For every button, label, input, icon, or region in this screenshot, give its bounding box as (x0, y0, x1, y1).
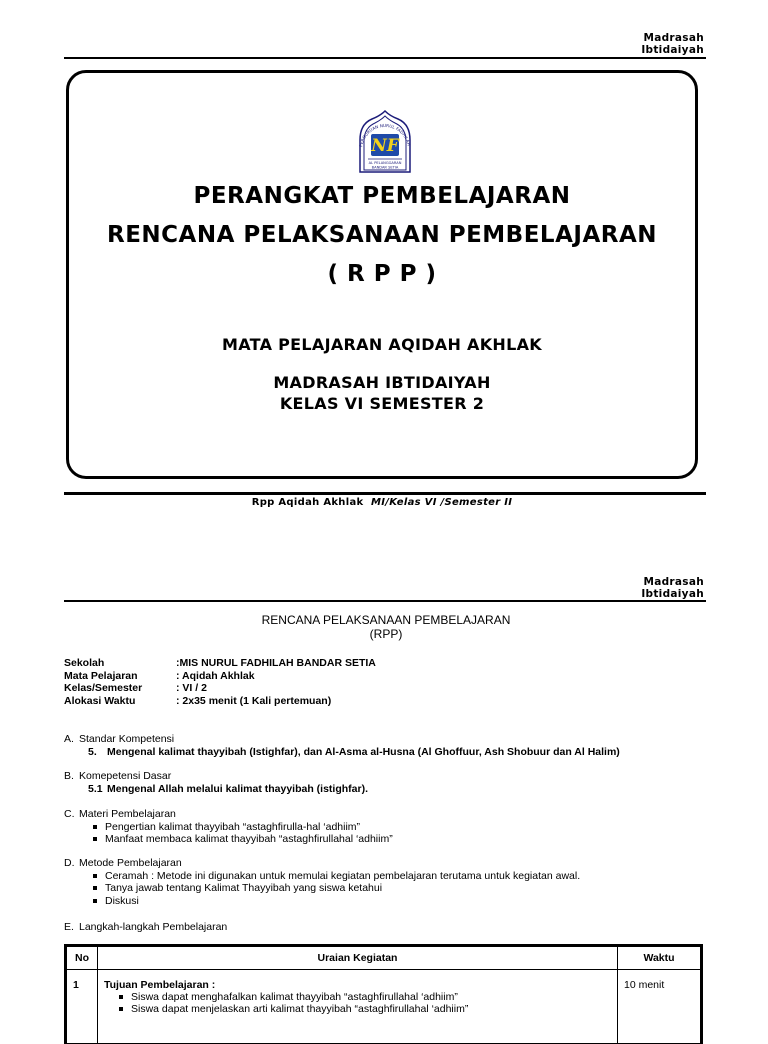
row-uraian (98, 970, 618, 1044)
section-letter: A. (64, 733, 74, 745)
header-rule (64, 57, 706, 59)
list-item: Ceramah : Metode ini digunakan untuk memulai kegiatan pembelajaran terutama untuk kegiatan awal. (64, 870, 580, 883)
rpp-title-abbr: (RPP) (369, 627, 403, 641)
page2-header-line-1: Madrasah (643, 576, 704, 588)
section-letter: C. (64, 808, 75, 820)
identity-block (64, 657, 376, 707)
info-value: : Aqidah Akhlak (176, 669, 255, 682)
page2-header-rule (64, 600, 706, 602)
info-value: :MIS NURUL FADHILAH BANDAR SETIA (176, 657, 376, 669)
row-time: 10 menit (618, 970, 701, 1044)
section-a (64, 733, 620, 758)
section-title: Materi Pembelajaran (79, 808, 176, 820)
list-item: Diskusi (64, 895, 580, 908)
list-item: Manfaat membaca kalimat thayyibah “astaghfirullahal ‘adhiim” (64, 833, 393, 846)
info-label: Sekolah (64, 657, 105, 669)
kompetensi-number: 5. (88, 745, 97, 758)
logo-arc-text: PERGURUAN NURUL FADHILAH (358, 122, 412, 148)
info-value: : VI / 2 (176, 682, 207, 694)
row-number: 1 (67, 970, 98, 1044)
col-header-waktu: Waktu (618, 947, 701, 970)
kompetensi-text: Mengenal kalimat thayyibah (Istighfar), dan Al-Asma al-Husna (Al Ghoffuur, Ash Shobuur dan Al Halim) (107, 745, 620, 758)
info-label: Alokasi Waktu (64, 694, 136, 707)
table-row (67, 970, 701, 1044)
section-title: Standar Kompetensi (79, 733, 175, 745)
section-d (64, 857, 580, 907)
list-item: Siswa dapat menghafalkan kalimat thayyibah “astaghfirullahal ‘adhiim” (90, 991, 611, 1003)
logo-lower-text-1: AL PELANGGARAN (368, 161, 402, 165)
page2-header-line-2: Ibtidaiyah (641, 588, 704, 600)
cover-title-1: PERANGKAT PEMBELAJARAN (193, 183, 571, 209)
cover-title-2: RENCANA PELAKSANAAN PEMBELAJARAN (107, 222, 657, 248)
rpp-title: RENCANA PELAKSANAAN PEMBELAJARAN (261, 613, 511, 627)
footer-caption (66, 497, 698, 508)
header-right-label (641, 32, 704, 56)
section-letter: D. (64, 857, 75, 869)
info-row-sekolah (64, 657, 376, 670)
info-value: : 2x35 menit (1 Kali pertemuan) (176, 694, 332, 707)
school-logo (350, 110, 420, 176)
section-title: Komepetensi Dasar (79, 770, 172, 782)
row-title: Tujuan Pembelajaran : (104, 979, 216, 991)
header-line-2: Ibtidaiyah (641, 44, 704, 56)
list-item: Pengertian kalimat thayyibah “astaghfirulla-hal ‘adhiim” (64, 821, 393, 834)
cover-title-3: ( R P P ) (327, 261, 437, 287)
logo-mark-text: NF (371, 136, 399, 156)
section-e (64, 921, 227, 934)
section-c (64, 808, 393, 846)
section-letter: B. (64, 770, 74, 782)
cover-class-semester: KELAS VI SEMESTER 2 (279, 394, 485, 413)
footer-caption-normal: Rpp Aqidah Akhlak (251, 497, 364, 508)
header-line-1: Madrasah (643, 32, 704, 44)
info-row-kelas (64, 682, 376, 695)
section-letter: E. (64, 921, 74, 933)
section-title: Metode Pembelajaran (79, 857, 182, 869)
info-row-mapel (64, 670, 376, 683)
section-title: Langkah-langkah Pembelajaran (79, 921, 228, 933)
col-header-uraian: Uraian Kegiatan (98, 947, 618, 970)
col-header-no: No (67, 947, 98, 970)
kompetensi-text: Mengenal Allah melalui kalimat thayyibah (istighfar). (107, 782, 369, 795)
info-label: Kelas/Semester (64, 682, 143, 694)
table-header-row (67, 947, 701, 970)
info-row-waktu (64, 695, 376, 708)
list-item: Tanya jawab tentang Kalimat Thayyibah yang siswa ketahui (64, 882, 580, 895)
footer-caption-italic: MI/Kelas VI /Semester II (371, 497, 513, 508)
steps-table (66, 946, 701, 1044)
list-item: Siswa dapat menjelaskan arti kalimat thayyibah “astaghfirullahal ‘adhiim” (90, 1003, 611, 1015)
cover-subject: MATA PELAJARAN AQIDAH AKHLAK (221, 335, 543, 354)
logo-lower-text-2: BANDAR SETIA (371, 165, 399, 170)
kompetensi-number: 5.1 (88, 782, 103, 795)
cover-school-type: MADRASAH IBTIDAIYAH (273, 373, 491, 392)
footer-rule (64, 492, 706, 495)
info-label: Mata Pelajaran (64, 669, 138, 682)
page2-header-right-label (641, 576, 704, 600)
section-b (64, 770, 368, 795)
